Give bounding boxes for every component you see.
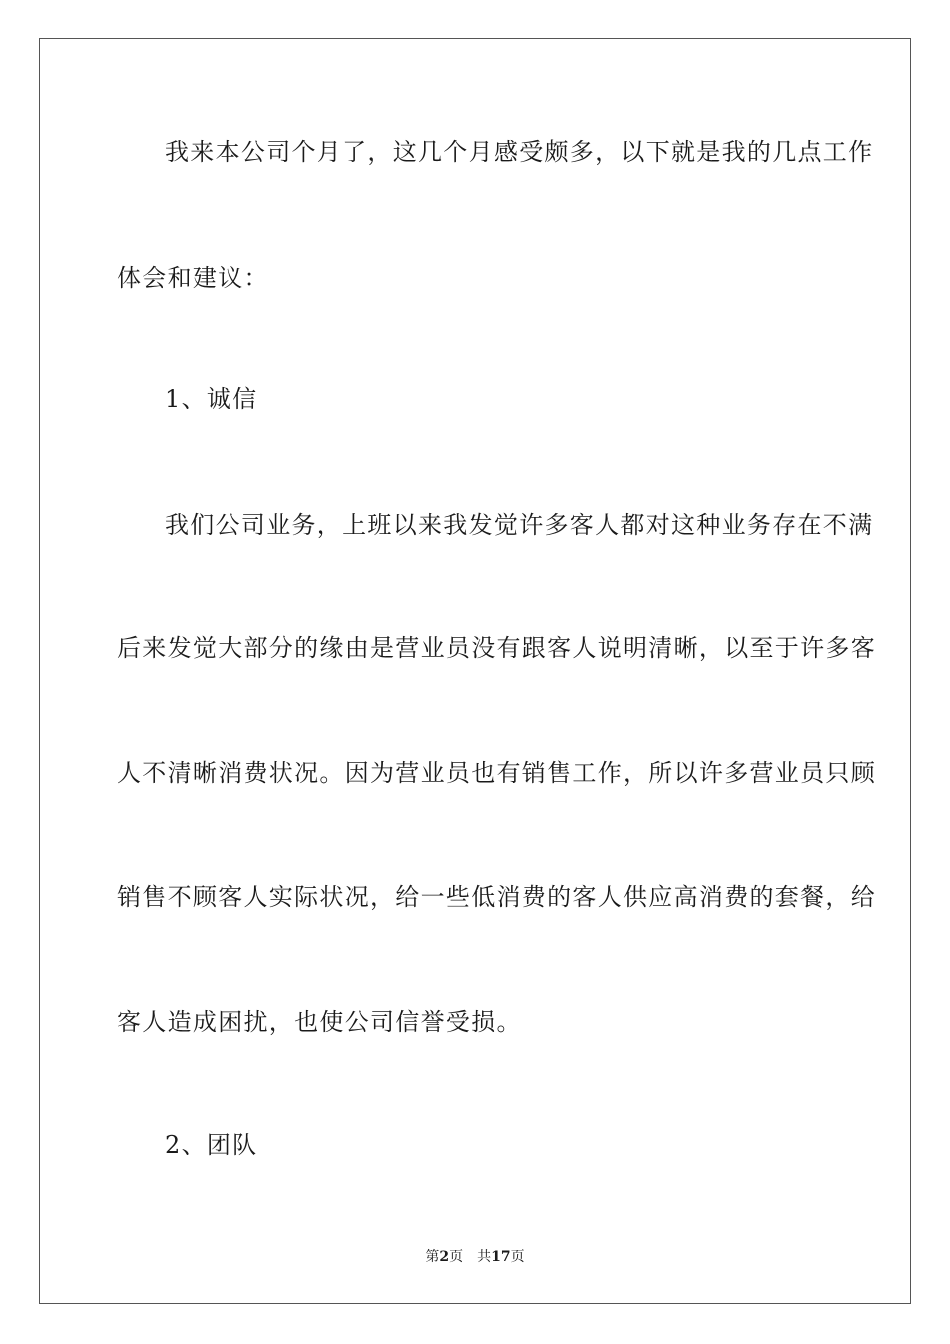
- page-border: [39, 38, 911, 1304]
- page-footer: [0, 1248, 950, 1266]
- footer-total-suffix: 页: [510, 1249, 525, 1265]
- paragraph-line: 后来发觉大部分的缘由是营业员没有跟客人说明清晰，以至于许多客: [117, 634, 876, 662]
- paragraph-line: 我来本公司个月了，这几个月感受颇多，以下就是我的几点工作: [165, 138, 874, 166]
- paragraph-line: 人不清晰消费状况。因为营业员也有销售工作，所以许多营业员只顾: [117, 759, 876, 787]
- footer-prefix: 第: [425, 1249, 440, 1265]
- section-heading: 1、诚信: [165, 385, 258, 413]
- paragraph-line: 销售不顾客人实际状况，给一些低消费的客人供应高消费的套餐，给: [117, 883, 876, 911]
- footer-total-pages: 17: [491, 1249, 511, 1265]
- section-heading: 2、团队: [165, 1131, 258, 1159]
- footer-page-suffix: 页: [449, 1249, 464, 1265]
- footer-page-number: 2: [439, 1249, 450, 1265]
- paragraph-line: 体会和建议：: [117, 264, 269, 292]
- paragraph-line: 客人造成困扰，也使公司信誉受损。: [117, 1008, 522, 1036]
- footer-total-prefix: 共: [477, 1249, 492, 1265]
- paragraph-line: 我们公司业务，上班以来我发觉许多客人都对这种业务存在不满: [165, 511, 874, 539]
